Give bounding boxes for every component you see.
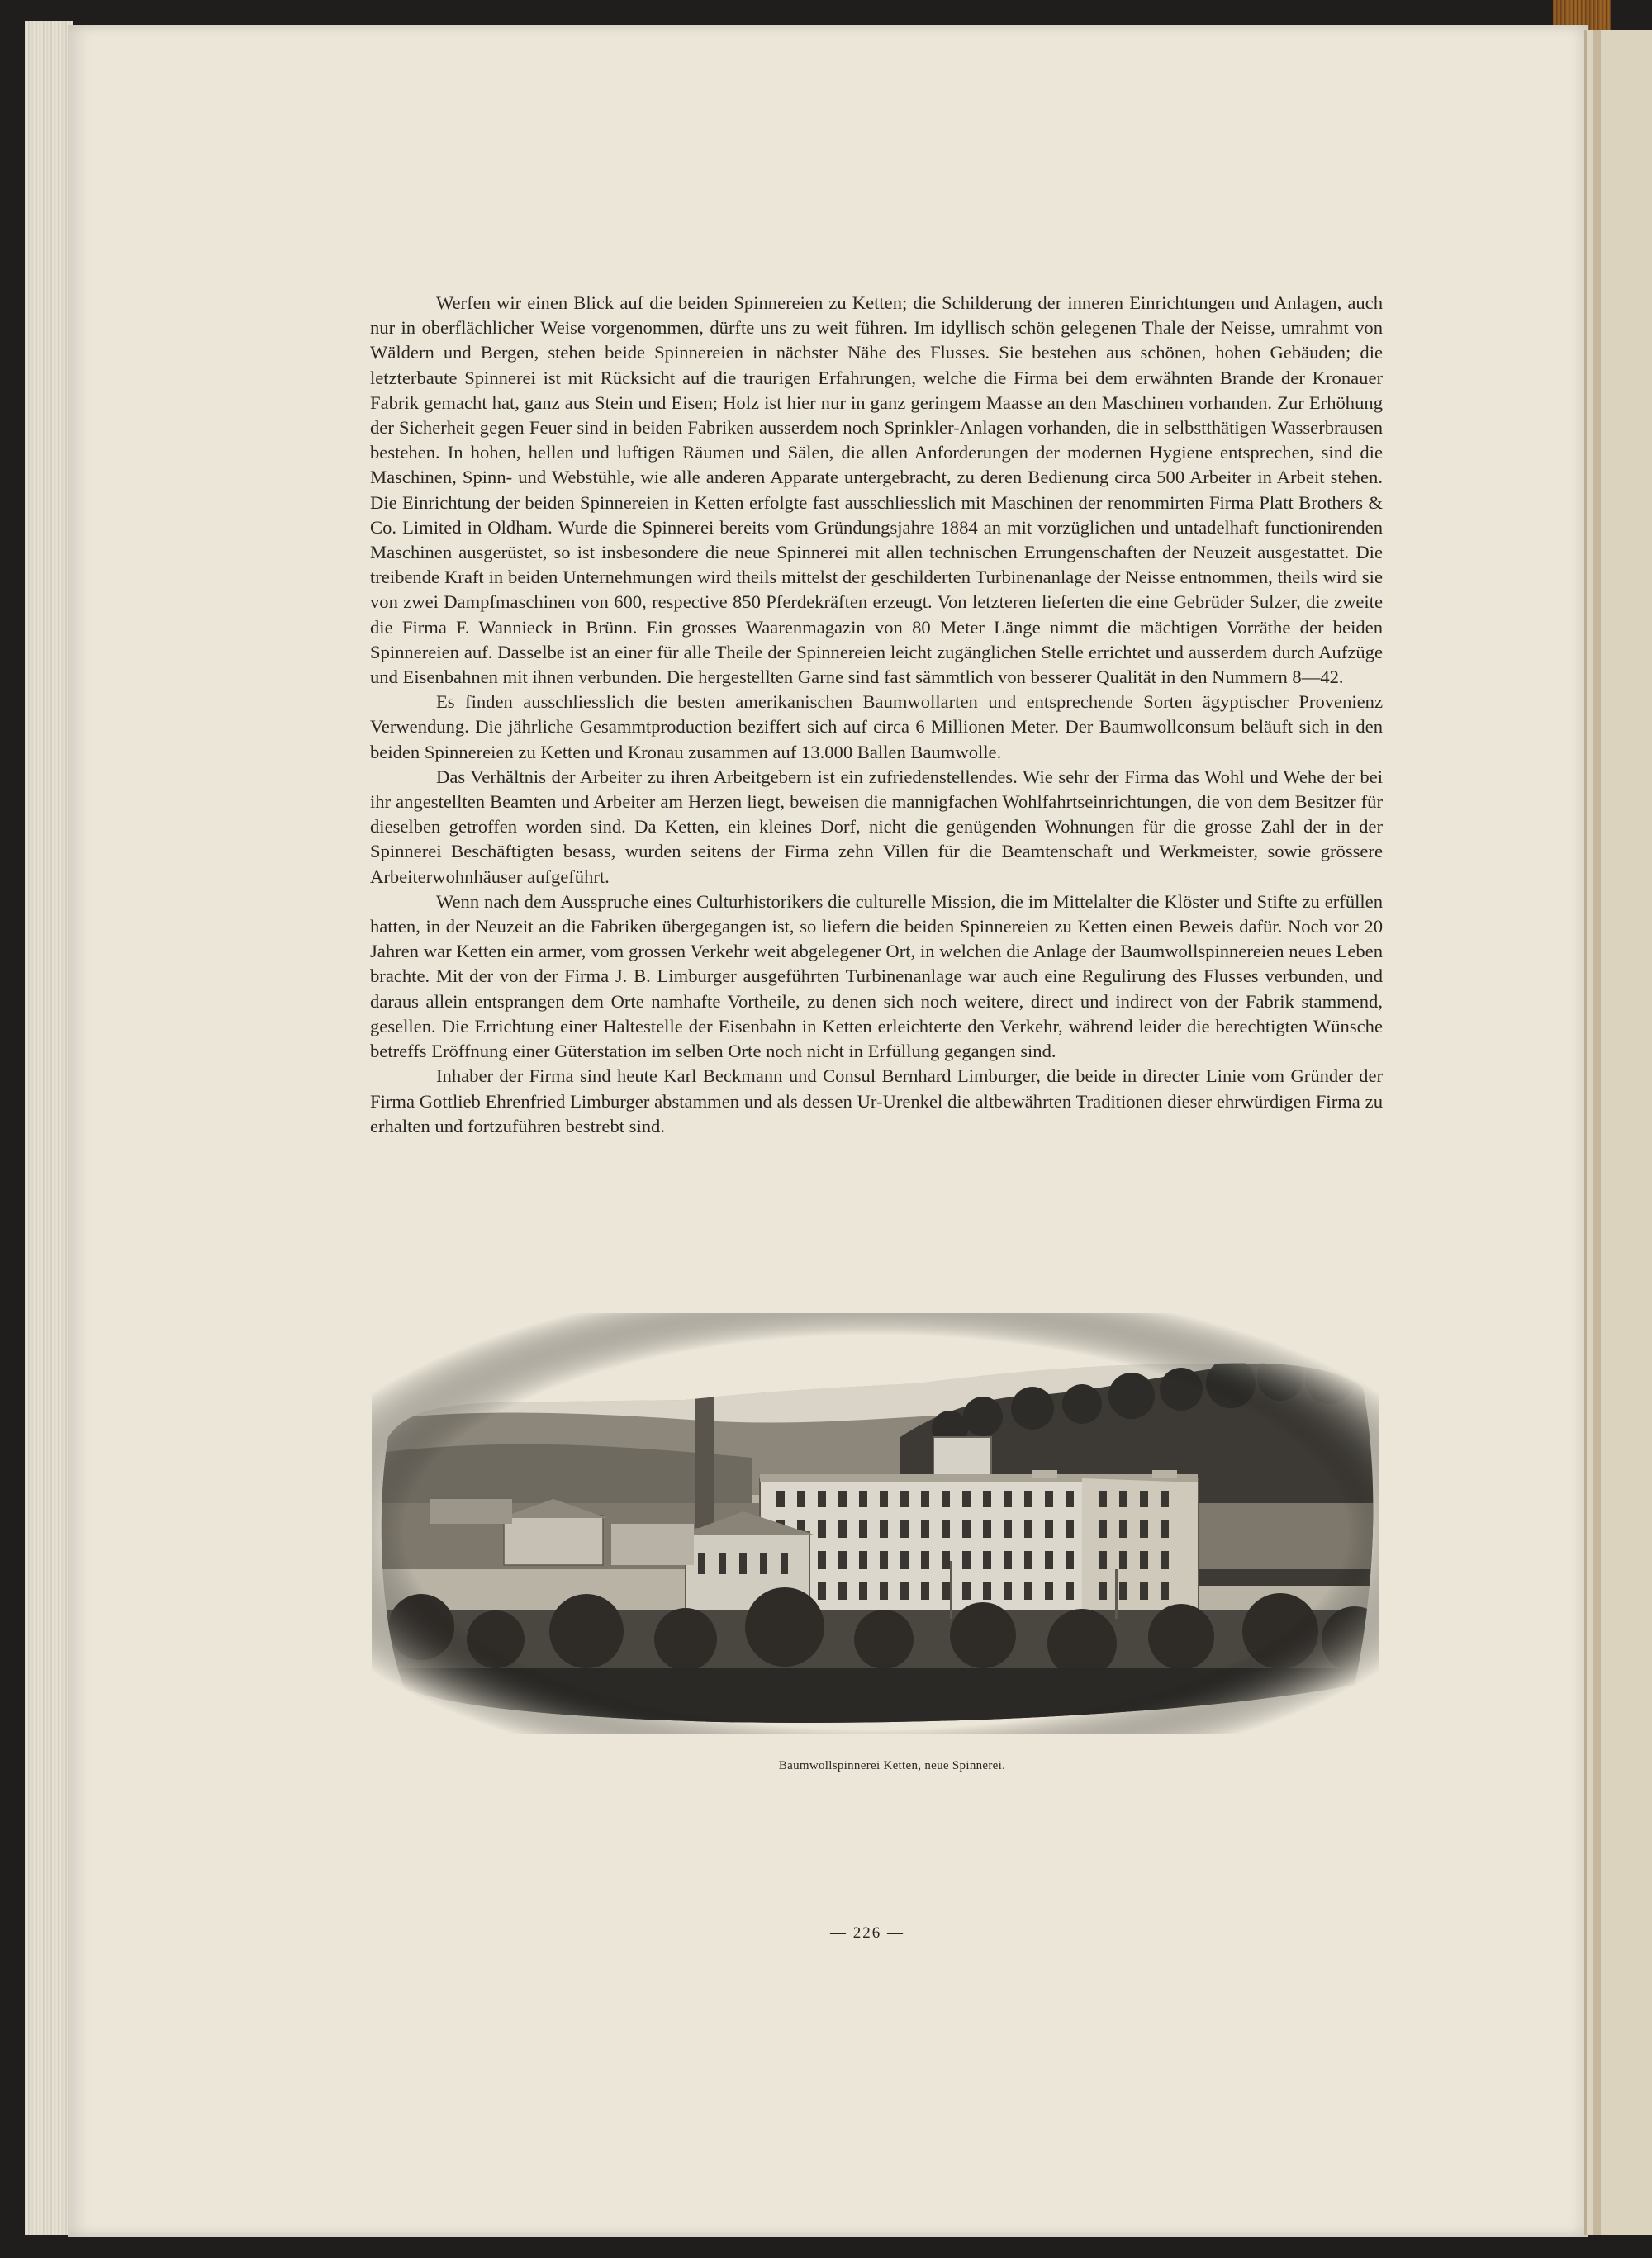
paragraph-1: Werfen wir einen Blick auf die beiden Spinnereien zu Ketten; die Schilderung der inneren Einrichtungen und Anlagen, auch nur in oberflächlicher Weise vorgenommen, dürfte uns zu weit führen. Im idyllisch schön gelegenen Thale der Neisse, umrahmt von Wäldern und Bergen, stehen beide Spinnereien in nächster Nähe des Flusses. Sie bestehen aus schönen, hohen Gebäuden; die letzterbaute Spinnerei ist mit Rücksicht auf die traurigen Erfahrungen, welche die Firma bei dem erwähnten Brande der Kronauer Fabrik gemacht hat, ganz aus Stein und Eisen; Holz ist hier nur in ganz geringem Maasse an den Maschinen vorhanden. Zur Erhöhung der Sicherheit gegen Feuer sind in beiden Fabriken ausserdem noch Sprinkler-Anlagen vorhanden, die in selbstthätigen Wasserbrausen bestehen. In hohen, hellen und luftigen Räumen und Sälen, die allen Anforderungen der modernen Hygiene entsprechen, sind die Maschinen, Spinn- und Webstühle, wie alle anderen Apparate untergebracht, zu deren Bedienung circa 500 Arbeiter in Arbeit stehen. Die Einrichtung der beiden Spinnereien in Ketten erfolgte fast ausschliesslich mit Maschinen der renommirten Firma Platt Brothers & Co. Limited in Oldham. Wurde die Spinnerei bereits vom Gründungsjahre 1884 an mit vorzüglichen und untadelhaft functionirenden Maschinen ausgerüstet, so ist insbesondere die neue Spinnerei mit allen technischen Errungenschaften der Neuzeit ausgestattet. Die treibende Kraft in beiden Unternehmungen wird theils mittelst der geschilderten Turbinenanlage der Neisse entnommen, theils wird sie von zwei Dampfmaschinen von 600, respective 850 Pferdekräften erzeugt. Von letzteren lieferten die eine Gebrüder Sulzer, die zweite die Firma F. Wannieck in Brünn. Ein grosses Waarenmagazin von 80 Meter Länge nimmt die mächtigen Vorräthe der beiden Spinnereien auf. Dasselbe ist an einer für alle Theile der Spinnereien leicht zugänglichen Stelle errichtet und ausserdem durch Aufzüge und Eisenbahnen mit ihnen verbunden. Die hergestellten Garne sind fast sämmtlich von besserer Qualität in den Nummern 8—42. <box>370 292 1383 688</box>
factory-photograph <box>372 1313 1379 1734</box>
article-body <box>370 291 1383 1139</box>
page-stack-left <box>25 21 73 2235</box>
paragraph-2: Es finden ausschliesslich die besten amerikanischen Baumwollarten und entsprechende Sorten ägyptischer Provenienz Verwendung. Die jährliche Gesammtproduction beziffert sich auf circa 6 Millionen Meter. Der Baumwollconsum beläuft sich in den beiden Spinnereien zu Ketten und Kronau zusammen auf 13.000 Ballen Baumwolle. <box>370 691 1383 762</box>
paragraph-5: Inhaber der Firma sind heute Karl Beckmann und Consul Bernhard Limburger, die beide in directer Linie vom Gründer der Firma Gottlieb Ehrenfried Limburger abstammen und als dessen Ur-Urenkel die altbewährten Traditionen dieser ehrwürdigen Firma zu erhalten und fortzuführen bestrebt sind. <box>370 1065 1383 1136</box>
page-number: — 226 — <box>830 1924 904 1942</box>
paragraph-3: Das Verhältnis der Arbeiter zu ihren Arbeitgebern ist ein zufriedenstellendes. Wie sehr der Firma das Wohl und Wehe der bei ihr angestellten Beamten und Arbeiter am Herzen liegt, beweisen die mannigfachen Wohlfahrtseinrichtungen, die von dem Besitzer für dieselben getroffen worden sind. Da Ketten, ein kleines Dorf, nicht die genügenden Wohnungen für die grosse Zahl der in der Spinnerei Beschäftigten besass, wurden seitens der Firma zehn Villen für die Beamtenschaft und Werkmeister, sowie grössere Arbeiterwohnhäuser aufgeführt. <box>370 766 1383 887</box>
page-stack-right-edge <box>1593 30 1601 2235</box>
paragraph-4: Wenn nach dem Ausspruche eines Culturhistorikers die culturelle Mission, die im Mittelalter die Klöster und Stifte zu erfüllen hatten, in der Neuzeit an die Fabriken übergegangen ist, so liefern die beiden Spinnereien zu Ketten einen Beweis dafür. Noch vor 20 Jahren war Ketten ein armer, vom grossen Verkehr weit abgelegener Ort, in welchen die Anlage der Baumwollspinnereien neues Leben brachte. Mit der von der Firma J. B. Limburger ausgeführten Turbinenanlage war auch eine Regulirung des Flusses verbunden, und daraus allein entsprangen dem Orte namhafte Vortheile, zu denen sich noch weitere, direct und indirect von der Fabrik stammend, gesellen. Die Errichtung einer Haltestelle der Eisenbahn in Ketten erleichterte den Verkehr, während leider die berechtigten Wünsche betreffs Eröffnung einer Güterstation im selben Orte noch nicht in Erfüllung gegangen sind. <box>370 890 1383 1062</box>
figure-caption: Baumwollspinnerei Ketten, neue Spinnerei. <box>778 1759 1006 1772</box>
